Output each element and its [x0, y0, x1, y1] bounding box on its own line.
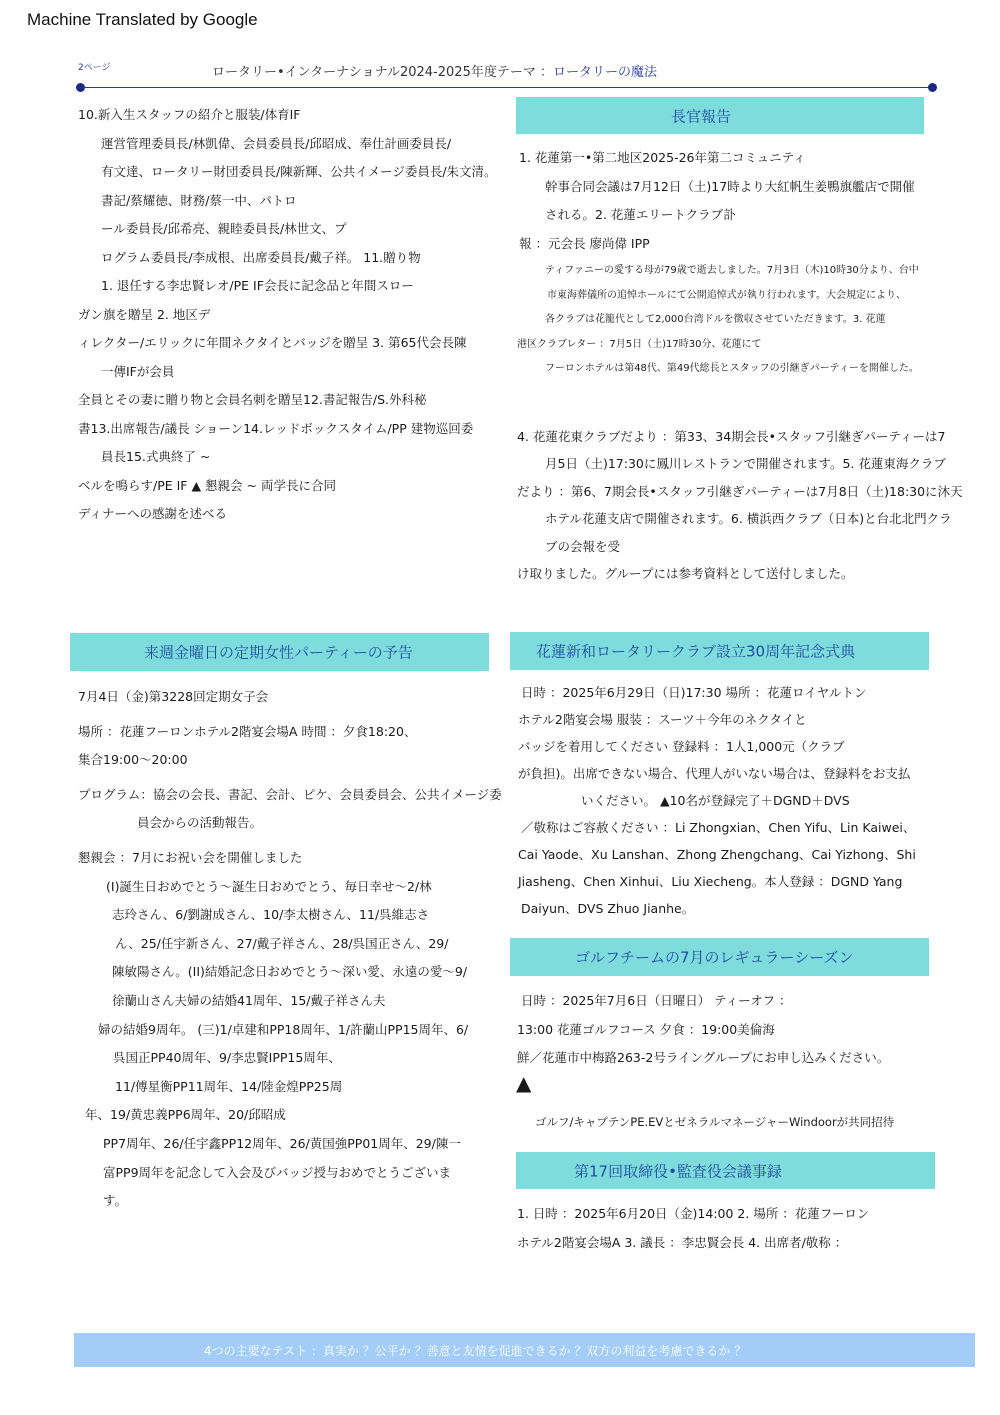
golf-title: ゴルフチームの7月のレギュラーシーズン	[575, 948, 854, 967]
anniversary-line: Daiyun、DVS Zhuo Jianhe。	[521, 901, 695, 916]
agenda-line: ガン旗を贈呈 2. 地区デ	[78, 306, 211, 322]
anniversary-line: Jiasheng、Chen Xinhui、Liu Xiecheng。本人登録 ：DGND Yang	[518, 874, 903, 889]
report-small-line: 各クラブは花籠代として2,000台湾ドルを徴収させていただきます。3. 花蓮	[545, 314, 886, 325]
golf-banner	[510, 938, 929, 976]
party-line: 懇親会 ：7月にお祝い会を開催しました	[78, 849, 303, 865]
anniversary-line: いください。 ▲10名が登録完了＋DGND＋DVS	[581, 793, 850, 808]
golf-host-line: ゴルフ/キャプテンPE.EVとゼネラルマネージャーWindoorが共同招待	[535, 1115, 895, 1129]
governor-report-body	[519, 144, 915, 258]
governor-report-banner	[516, 97, 924, 134]
report-small-line: フーロンホテルは第48代、第49代総長とスタッフの引継ぎパーティーを開催した。	[545, 363, 919, 374]
report-line: 報 ：元会長 廖尚偉 IPP	[519, 235, 650, 251]
report-small-line: 港区クラブレター ：7月5日（土)17時30分、花蓮にて	[517, 338, 762, 350]
agenda-line: 有文達、ロータリー財団委員長/陳新輝、公共イメージ委員長/朱文清。	[101, 164, 497, 179]
board-line: 1. 日時 ：2025年6月20日（金)14:00 2. 場所 ：花蓮フーロン	[517, 1206, 870, 1221]
party-line: 年、19/黄忠義PP6周年、20/邱昭成	[85, 1107, 286, 1123]
golf-line: 鮮／花蓮市中梅路263-2号ライングループにお申し込みください。	[517, 1050, 890, 1065]
agenda-line: 員長15.式典終了 ~	[101, 449, 211, 464]
governor-report-small	[517, 259, 919, 382]
anniversary-line: Cai Yaode、Xu Lanshan、Zhong Zhengchang、Cai Yizhong、Shi	[518, 847, 916, 862]
agenda-line: ベルを鳴らす/PE IF ▲ 懇親会 ~ 両学長に合同	[78, 477, 336, 493]
report-line: ブの会報を受	[545, 538, 621, 554]
party-line: 呉国正PP40周年、9/李忠賢IPP15周年、	[113, 1050, 341, 1066]
party-line: (I)誕生日おめでとう〜誕生日おめでとう、毎日幸せ〜2/林	[106, 878, 432, 894]
machine-translation-notice: Machine Translated by Google	[27, 10, 258, 29]
four-way-test-footer	[74, 1333, 975, 1367]
agenda-line: 全員とその妻に贈り物と会員名刺を贈呈12.書記報告/S.外科秘	[78, 392, 427, 407]
agenda-line: 一傳IFが会員	[101, 363, 175, 379]
party-line: ん、25/任宇新さん、27/戴子祥さん、28/呉国正さん、29/	[115, 935, 449, 951]
party-line: 富PP9周年を記念して入会及びバッジ授与おめでとうございま	[103, 1164, 452, 1180]
party-line: す。	[103, 1193, 128, 1209]
anniversary-body	[518, 679, 916, 922]
party-line: 集合19:00〜20:00	[78, 752, 188, 768]
party-line: 徐蘭山さん夫婦の結婚41周年、15/戴子祥さん夫	[112, 992, 386, 1008]
board-meeting-body	[517, 1200, 869, 1257]
header-rule	[81, 87, 932, 88]
governor-report-body-2	[517, 423, 963, 587]
rule-dot-right	[928, 83, 937, 92]
agenda-line: ログラム委員長/李成根、出席委員長/戴子祥。 11.贈り物	[101, 249, 421, 265]
agenda-line: 1. 退任する李忠賢レオ/PE IF会長に記念品と年間スロー	[101, 278, 414, 293]
ladies-party-banner	[70, 633, 489, 671]
four-way-test-text: 4つの主要なテスト ：真実か ？公平か ？善意と友情を促進できるか ？双方の利益を考慮できるか ？	[204, 1344, 747, 1358]
ladies-party-body	[78, 683, 502, 1216]
party-line: 志玲さん、6/劉謝成さん、10/李太樹さん、11/呉維志さ	[112, 907, 430, 923]
party-line: 員会からの活動報告。	[137, 815, 263, 831]
report-line: 1. 花蓮第一•第二地区2025-26年第二コミュニティ	[519, 150, 806, 165]
anniversary-line: 日時 ：2025年6月29日（日)17:30 場所 ：花蓮ロイヤルトン	[521, 685, 867, 700]
party-line: 7月4日（金)第3228回定期女子会	[78, 689, 269, 704]
anniversary-line: バッジを着用してください 登録料 ：1人1,000元（クラブ	[518, 739, 845, 754]
theme-prefix: ロータリー•インターナショナル2024-2025年度テーマ ：	[212, 65, 553, 80]
agenda-line: 書記/蔡耀徳、財務/蔡一中、パトロ	[101, 192, 297, 208]
party-line: 11/傅星衡PP11周年、14/陸金煌PP25周	[115, 1078, 343, 1094]
board-line: ホテル2階宴会場A 3. 議長 ：李忠賢会長 4. 出席者/敬称 ：	[517, 1234, 848, 1250]
page-number: 2ページ	[78, 63, 111, 73]
agenda-line: ール委員長/邱希亮、親睦委員長/林世文、プ	[101, 221, 347, 236]
party-line: 婦の結婚9周年。 (三)1/卓建和PP18周年、1/許蘭山PP15周年、6/	[98, 1021, 469, 1037]
agenda-line: ィレクター/エリックに年間ネクタイとバッジを贈呈 3. 第65代会長陳	[78, 335, 467, 350]
anniversary-line: ホテル2階宴会場 服装 ：スーツ＋今年のネクタイと	[518, 712, 807, 727]
golf-body	[517, 987, 889, 1073]
report-line: ホテル花蓮支店で開催されます。6. 横浜西クラブ（日本)と台北北門クラ	[545, 511, 952, 527]
party-line: PP7周年、26/任宇鑫PP12周年、26/黄国強PP01周年、29/陳一	[103, 1135, 461, 1151]
report-line: 幹事合同会議は7月12日（土)17時より大紅帆生姜鴨旗艦店で開催	[545, 178, 915, 194]
report-line: け取りました。グループには参考資料として送付しました。	[517, 566, 854, 582]
triangle-marker-icon: ▲	[516, 1071, 532, 1095]
report-small-line: 市東海葬儀所の追悼ホールにて公開追悼式が執り行われます。大会規定により、	[547, 289, 906, 301]
party-line: プログラム：協会の会長、書記、会計、ピケ、会員委員会、公共イメージ委	[78, 786, 502, 802]
anniversary-banner	[510, 632, 929, 670]
agenda-line: ディナーへの感謝を述べる	[78, 506, 228, 521]
theme-line	[212, 61, 657, 80]
board-meeting-title: 第17回取締役•監査役会議事録	[574, 1162, 782, 1180]
report-line: される。2. 花蓮エリートクラブ訃	[545, 207, 736, 222]
agenda-line: 10.新入生スタッフの紹介と服装/体育IF	[78, 107, 301, 122]
anniversary-line: ／敬称はご容赦ください ：Li Zhongxian、Chen Yifu、Lin Kaiwei、	[521, 820, 916, 835]
report-line: 4. 花蓮花東クラブだより ：第33、34期会長•スタッフ引継ぎパーティーは7	[517, 429, 946, 444]
anniversary-title: 花蓮新和ロータリークラブ設立30周年記念式典	[536, 642, 856, 661]
theme-highlight: ロータリーの魔法	[552, 65, 657, 80]
agenda-line: 運営管理委員長/林凱偉、会員委員長/邱昭成、奉仕計画委員長/	[101, 135, 452, 151]
party-line: 場所 ：花蓮フーロンホテル2階宴会場A 時間 ：夕食18:20、	[78, 723, 417, 739]
governor-report-title: 長官報告	[671, 107, 732, 125]
anniversary-line: が負担)。出席できない場合、代理人がいない場合は、登録料をお支払	[518, 766, 911, 781]
agenda-section	[78, 101, 497, 529]
report-line: 月5日（土)17:30に鳳川レストランで開催されます。5. 花蓮東海クラブ	[545, 456, 946, 472]
golf-line: 13:00 花蓮ゴルフコース 夕食 ：19:00美倫海	[517, 1021, 775, 1037]
ladies-party-title: 来週金曜日の定期女性パーティーの予告	[144, 643, 413, 662]
party-line: 陳敏陽さん。(II)結婚記念日おめでとう〜深い愛、永遠の愛〜9/	[112, 964, 468, 980]
report-small-line: ティファニーの愛する母が79歳で逝去しました。7月3日（木)10時30分より、台中	[545, 265, 919, 276]
golf-line: 日時 ：2025年7月6日（日曜日） ティーオフ ：	[521, 993, 792, 1008]
report-line: だより ：第6、7期会長•スタッフ引継ぎパーティーは7月8日（土)18:30に沐天	[517, 483, 963, 499]
agenda-line: 書13.出席報告/議長 ショーン14.レッドボックスタイム/PP 建物巡回委	[78, 420, 474, 436]
board-meeting-banner	[516, 1152, 935, 1189]
